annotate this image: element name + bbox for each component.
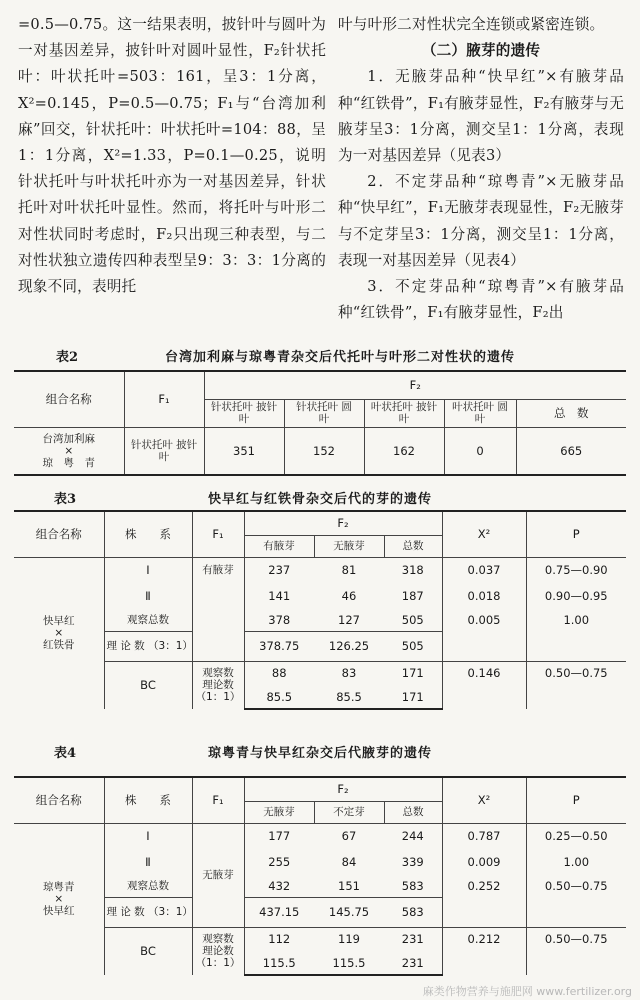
header-total: 总 数 (516, 399, 626, 427)
combo-cell: 快早红 × 红铁骨 (43, 615, 75, 652)
header-p: P (526, 511, 626, 557)
table-row (14, 927, 626, 951)
header-f1: F₁ (192, 511, 244, 557)
value-cell: 505 (401, 612, 424, 627)
value-cell: 126.25 (314, 631, 384, 661)
header-chi: X² (442, 511, 526, 557)
header-line: 株 系 (104, 777, 192, 823)
value-cell: 145.75 (314, 897, 384, 927)
value-cell: 244 (401, 829, 424, 844)
f1-cell: 无腋芽 (192, 823, 244, 927)
value-cell: 84 (341, 855, 357, 869)
value-cell: 505 (384, 631, 442, 661)
value-cell: 0 (444, 427, 516, 475)
table2 (14, 370, 626, 476)
value-cell: 583 (384, 897, 442, 927)
table-row (14, 661, 626, 685)
table-row (14, 631, 626, 661)
line-cell: Ⅱ (104, 849, 192, 875)
value-cell: 378.75 (244, 631, 314, 661)
value-cell: 151 (338, 878, 360, 893)
value-cell: 115.5 (244, 951, 314, 975)
header-col: 有腋芽 (244, 535, 314, 557)
right-text-column (338, 12, 624, 326)
value-cell: 339 (401, 855, 424, 869)
body-paragraph: 叶与叶形二对性状完全连锁或紧密连锁。 (338, 16, 605, 33)
left-text-column (18, 12, 326, 300)
body-paragraph: 1．无腋芽品种“快早红”×有腋芽品种“红铁骨”，F₁有腋芽显性，F₂有腋芽与无腋芽呈3：1分离，测交呈1：1分离，表现为一对基因差异（见表3） (338, 68, 624, 165)
value-cell: 81 (341, 563, 357, 578)
value-cell: 141 (244, 583, 314, 609)
table-row (14, 427, 626, 475)
value-cell: 1.00 (526, 609, 626, 631)
value-cell: 119 (314, 927, 384, 951)
table-title: 琼粤青与快早红杂交后代腋芽的遗传 (207, 746, 432, 761)
value-cell: 162 (364, 427, 444, 475)
table-number: 表4 (54, 746, 77, 761)
combo-cell: 琼粤青 × 快早红 (43, 881, 75, 918)
table-row (14, 897, 626, 927)
value-cell: 85.5 (314, 685, 384, 709)
header-combo: 组合名称 (14, 511, 104, 557)
header-col: 叶状托叶 圆 叶 (444, 399, 516, 427)
header-f1: F₁ (192, 777, 244, 823)
header-p: P (526, 777, 626, 823)
value-cell: 85.5 (244, 685, 314, 709)
line-cell: Ⅰ (104, 823, 192, 849)
table4 (14, 776, 626, 976)
header-f1: F₁ (124, 371, 204, 427)
value-cell: 437.15 (244, 897, 314, 927)
header-line: 株 系 (104, 511, 192, 557)
value-cell (442, 631, 526, 661)
table-row (14, 875, 626, 897)
value-cell: 231 (384, 927, 442, 951)
value-cell: 127 (338, 612, 360, 627)
value-cell: 171 (384, 661, 442, 685)
header-col: 针状托叶 披针叶 (204, 399, 284, 427)
header-col: 总数 (384, 535, 442, 557)
value-cell: 67 (341, 829, 357, 844)
bc-labels: 观察数 理论数 （1：1） (192, 661, 244, 709)
header-f2: F₂ (204, 371, 626, 399)
table-title: 台湾加利麻与琼粤青杂交后代托叶与叶形二对性状的遗传 (164, 350, 515, 365)
value-cell: 0.252 (442, 875, 526, 897)
value-cell: 177 (244, 823, 314, 849)
header-col: 不定芽 (314, 801, 384, 823)
line-cell: Ⅰ (104, 557, 192, 583)
line-cell: BC (104, 661, 192, 709)
value-cell: 0.75—0.90 (526, 557, 626, 583)
header-combo: 组合名称 (14, 777, 104, 823)
value-cell: 0.146 (442, 661, 526, 709)
value-cell: 0.25—0.50 (526, 823, 626, 849)
line-cell: 观察总数 (104, 609, 192, 631)
combo-cell: 台湾加利麻 × 琼 粤 青 (14, 427, 124, 475)
value-cell (442, 897, 526, 927)
body-paragraph: 3．不定芽品种“琼粤青”×有腋芽品种“红铁骨”，F₁有腋芽显性，F₂出 (338, 278, 624, 322)
value-cell: 255 (244, 849, 314, 875)
body-paragraph: =0.5—0.75。这一结果表明，披针叶与圆叶为一对基因差异，披针叶对圆叶显性，F₂针状托叶：叶状托叶=503：161，呈3：1分离，X²=0.145，P=0.5—0.75；F₁与“台湾加利麻”回交，针状托叶：叶状托叶=104：88，呈1：1分离，X²=1.33，P=0.1—0.25，说明针状托叶与叶状托叶亦为一对基因差异，针状托叶对叶状托叶显性。然而，将托叶与叶形二对性状同时考虑时，F₂只出现三种表型，与二对性状独立遗传四种表型呈9：3：3：1分离的现象不同，表明托 (18, 16, 326, 296)
body-paragraph: 2．不定芽品种“琼粤青”×无腋芽品种“快早红”，F₁无腋芽表现显性，F₂无腋芽与不定芽呈3：1分离，测交呈1：1分离，表现一对基因差异（见表4） (338, 173, 624, 269)
value-cell: 0.212 (442, 927, 526, 975)
header-col: 针状托叶 圆 叶 (284, 399, 364, 427)
table-number: 表2 (56, 350, 79, 365)
table-number: 表3 (54, 492, 77, 507)
value-cell: 0.005 (442, 609, 526, 631)
value-cell: 351 (204, 427, 284, 475)
line-cell: 观察总数 (104, 875, 192, 897)
header-col: 无腋芽 (244, 801, 314, 823)
site-watermark: 麻类作物营养与施肥网 www.fertilizer.org (422, 985, 632, 998)
header-col: 总数 (384, 801, 442, 823)
f1-cell: 有腋芽 (192, 557, 244, 661)
table-title: 快早红与红铁骨杂交后代的芽的遗传 (207, 492, 432, 507)
table-row (14, 557, 626, 583)
table-row (14, 849, 626, 875)
header-f2: F₂ (244, 511, 442, 535)
line-cell: Ⅱ (104, 583, 192, 609)
header-col: 叶状托叶 披针叶 (364, 399, 444, 427)
value-cell: 318 (401, 563, 424, 578)
value-cell (526, 897, 626, 927)
table3 (14, 510, 626, 710)
value-cell: 432 (244, 875, 314, 897)
value-cell: 115.5 (314, 951, 384, 975)
value-cell: 88 (244, 661, 314, 685)
value-cell: 0.787 (442, 823, 526, 849)
value-cell: 187 (401, 589, 424, 603)
value-cell: 231 (384, 951, 442, 975)
value-cell: 152 (284, 427, 364, 475)
section-heading: （二）腋芽的遗传 (421, 42, 541, 60)
value-cell: 0.009 (442, 849, 526, 875)
value-cell: 0.50—0.75 (526, 927, 626, 975)
line-cell: 理 论 数 （3：1） (104, 631, 192, 661)
table-row (14, 609, 626, 631)
table-row (14, 583, 626, 609)
value-cell: 0.037 (442, 557, 526, 583)
value-cell: 46 (341, 589, 357, 603)
value-cell (526, 631, 626, 661)
line-cell: BC (104, 927, 192, 975)
value-cell: 0.50—0.75 (526, 661, 626, 709)
value-cell: 0.50—0.75 (526, 875, 626, 897)
value-cell: 378 (244, 609, 314, 631)
f1-cell: 针状托叶 披针叶 (124, 427, 204, 475)
value-cell: 112 (244, 927, 314, 951)
value-cell: 0.018 (442, 583, 526, 609)
table-row (14, 823, 626, 849)
line-cell: 理 论 数 （3：1） (104, 897, 192, 927)
value-cell: 237 (244, 557, 314, 583)
value-cell: 0.90—0.95 (526, 583, 626, 609)
header-f2: F₂ (244, 777, 442, 801)
header-chi: X² (442, 777, 526, 823)
value-cell: 665 (516, 427, 626, 475)
value-cell: 171 (384, 685, 442, 709)
bc-labels: 观察数 理论数 （1：1） (192, 927, 244, 975)
value-cell: 1.00 (526, 849, 626, 875)
value-cell: 583 (401, 878, 424, 893)
value-cell: 83 (314, 661, 384, 685)
header-combo: 组合名称 (14, 371, 124, 427)
header-col: 无腋芽 (314, 535, 384, 557)
